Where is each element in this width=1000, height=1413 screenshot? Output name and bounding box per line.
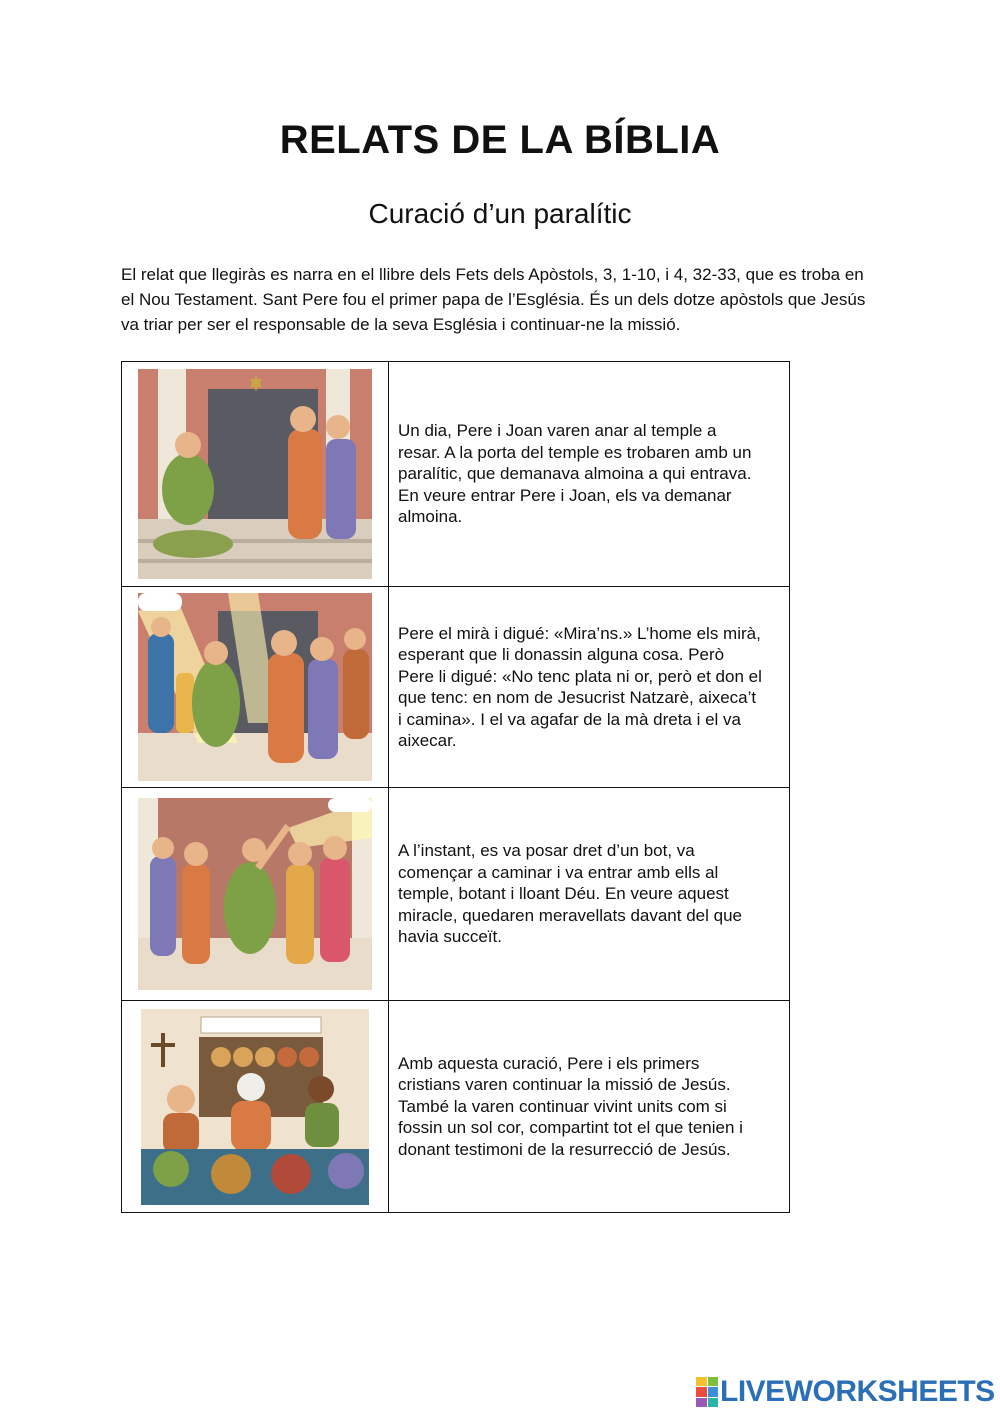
- story-text-2: Pere el mirà i digué: «Mira’ns.» L’home els mirà, esperant que li donassin alguna cosa. Però Pere li digué: «No tenc plata ni or, però et don el que tenc: en nom de Jesucrist Natzarè, aixeca’t i camina». I el va agafar de la mà dreta i el va aixecar.: [389, 587, 790, 788]
- temple-beggar-illustration: [138, 369, 372, 579]
- story-image-cell-1: [122, 362, 389, 587]
- story-image-cell-2: [122, 587, 389, 788]
- page-subtitle: Curació d’un paralític: [368, 198, 632, 229]
- logo-mark-icon: [696, 1377, 718, 1407]
- story-text-4: Amb aquesta curació, Pere i els primers cristians varen continuar la missió de Jesús. També la varen continuar vivint units com si fossin un sol cor, compartint tot el que tenien i donant testimoni de la resurrecció de Jesús.: [389, 1001, 790, 1213]
- logo-text: LIVEWORKSHEETS: [720, 1375, 995, 1408]
- story-image-cell-4: [122, 1001, 389, 1213]
- liveworksheets-logo: [696, 1374, 995, 1410]
- story-row-3: [122, 788, 790, 1001]
- man-leaping-illustration: [138, 798, 372, 990]
- story-row-2: [122, 587, 790, 788]
- story-table: [121, 361, 790, 1213]
- story-text-3: A l’instant, es va posar dret d’un bot, va començar a caminar i va entrar amb ells al temple, botant i lloant Déu. En veure aquest miracle, quedaren meravellats davant del que havia succeït.: [389, 788, 790, 1001]
- peter-heals-illustration: [138, 593, 372, 781]
- story-row-1: [122, 362, 790, 587]
- story-text-1: Un dia, Pere i Joan varen anar al temple a resar. A la porta del temple es trobaren amb un paralític, que demanava almoina a qui entrava. En veure entrar Pere i Joan, els va demanar almoina.: [389, 362, 790, 587]
- first-christians-illustration: [141, 1009, 369, 1205]
- story-row-4: [122, 1001, 790, 1213]
- story-image-cell-3: [122, 788, 389, 1001]
- page-title: RELATS DE LA BÍBLIA: [279, 118, 721, 162]
- intro-paragraph: El relat que llegiràs es narra en el llibre dels Fets dels Apòstols, 3, 1-10, i 4, 32-33, que es troba en el Nou Testament. Sant Pere fou el primer papa de l’Església. És un dels dotze apòstols que Jesús va triar per ser el responsable de la seva Església i continuar-ne la missió.: [121, 265, 866, 334]
